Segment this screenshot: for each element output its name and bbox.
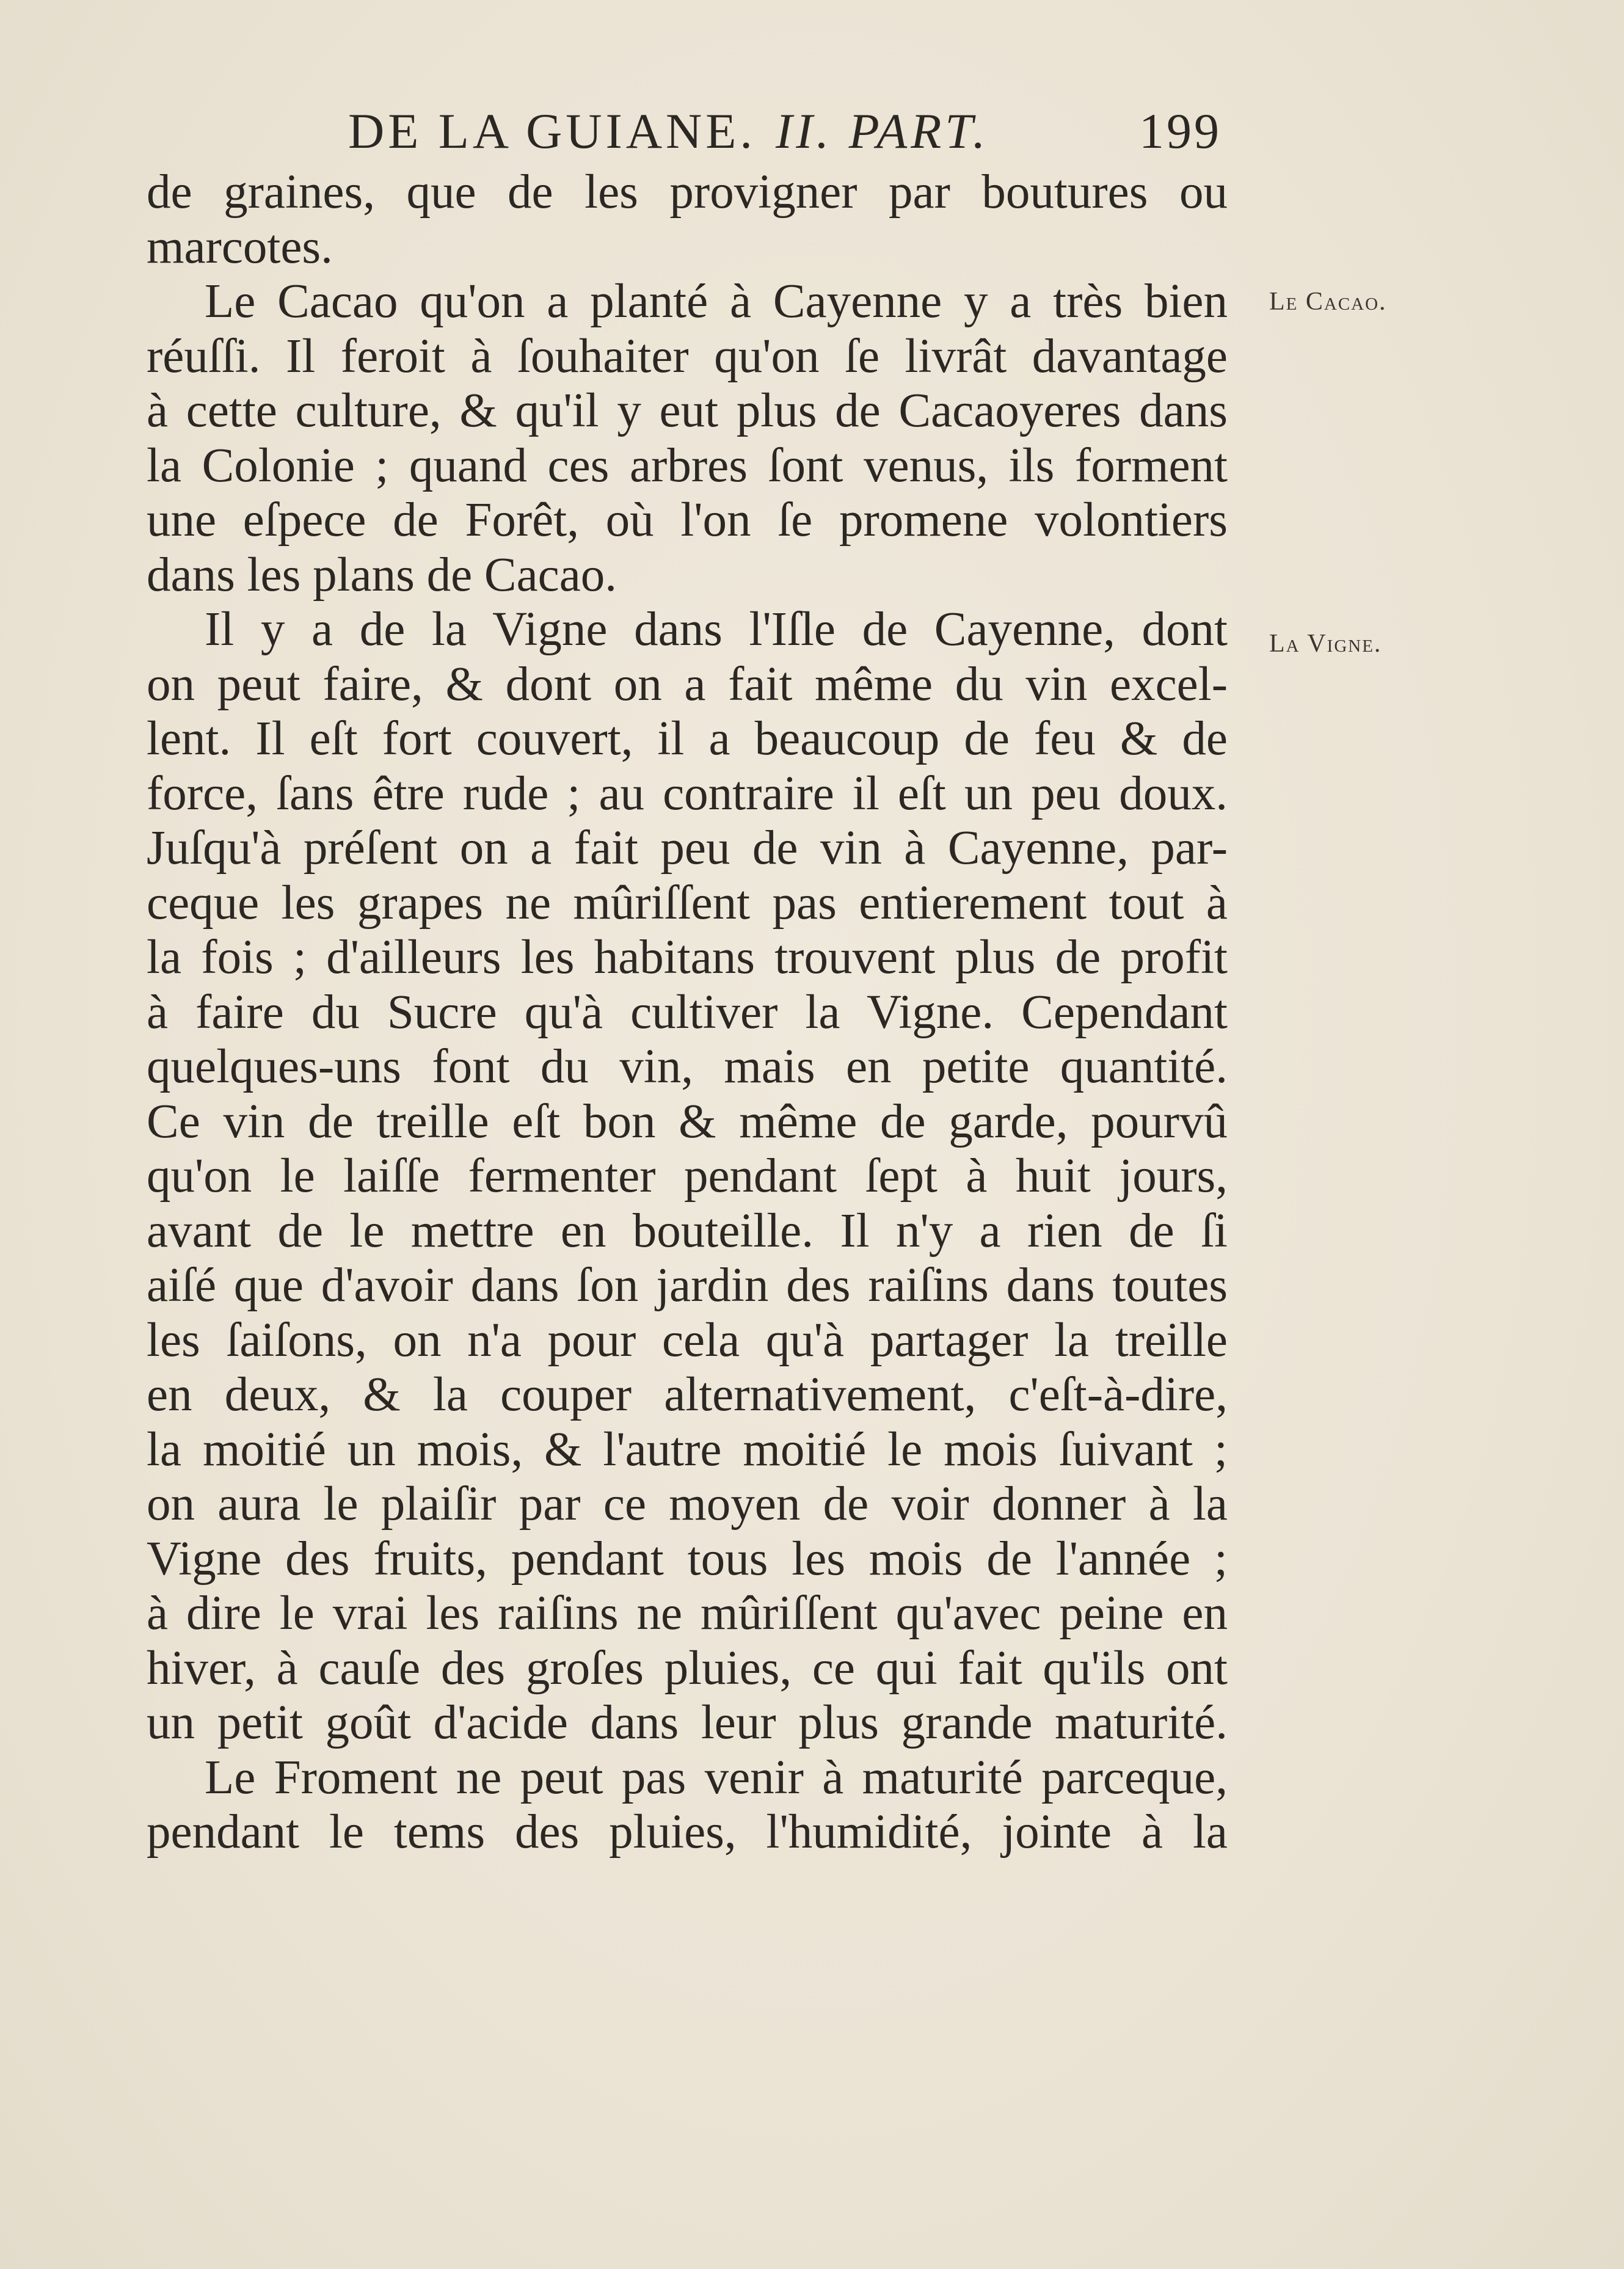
text-line: on aura le plaiſir par ce moyen de voir donner à la bbox=[147, 1477, 1228, 1531]
text-line: une eſpece de Forêt, où l'on ſe promene volontiers bbox=[147, 493, 1228, 547]
text-line: à cette culture, & qu'il y eut plus de Cacaoyeres dans bbox=[147, 384, 1228, 437]
text-line: réuſſi. Il feroit à ſouhaiter qu'on ſe livrât davantage bbox=[147, 329, 1228, 383]
margin-note-vigne: La Vigne. bbox=[1269, 630, 1382, 658]
text-line: marcotes. bbox=[147, 220, 333, 274]
text-line: la fois ; d'ailleurs les habitans trouvent plus de profit bbox=[147, 931, 1228, 984]
text-line: pendant le tems des pluies, l'humidité, jointe à la bbox=[147, 1805, 1228, 1859]
body-text bbox=[147, 165, 1228, 1860]
text-line: les ſaiſons, on n'a pour cela qu'à partager la treille bbox=[147, 1313, 1228, 1367]
text-line: la Colonie ; quand ces arbres ſont venus, ils forment bbox=[147, 439, 1228, 492]
text-line: quelques-uns font du vin, mais en petite quantité. bbox=[147, 1040, 1228, 1093]
text-line: de graines, que de les provigner par boutures ou bbox=[147, 166, 1228, 219]
text-line: qu'on le laiſſe fermenter pendant ſept à huit jours, bbox=[147, 1149, 1228, 1203]
text-line: Il y a de la Vigne dans l'Iſle de Cayenne, dont bbox=[205, 603, 1228, 656]
text-line: à faire du Sucre qu'à cultiver la Vigne. Cependant bbox=[147, 985, 1228, 1039]
text-line: Juſqu'à préſent on a fait peu de vin à Cayenne, par- bbox=[147, 821, 1228, 875]
text-line: Le Cacao qu'on a planté à Cayenne y a très bien bbox=[205, 275, 1228, 328]
text-line: ceque les grapes ne mûriſſent pas entierement tout à bbox=[147, 876, 1228, 930]
text-line: à dire le vrai les raiſins ne mûriſſent qu'avec peine en bbox=[147, 1587, 1228, 1640]
text-line: en deux, & la couper alternativement, c'eſt-à-dire, bbox=[147, 1368, 1228, 1421]
text-line: hiver, à cauſe des groſes pluies, ce qui fait qu'ils ont bbox=[147, 1641, 1228, 1695]
text-line: force, ſans être rude ; au contraire il eſt un peu doux. bbox=[147, 767, 1228, 820]
running-head-part: II. PART. bbox=[776, 103, 989, 159]
text-line: avant de le mettre en bouteille. Il n'y a rien de ſi bbox=[147, 1204, 1228, 1258]
text-line: dans les plans de Cacao. bbox=[147, 548, 617, 602]
page-number: 199 bbox=[1139, 103, 1222, 159]
text-line: la moitié un mois, & l'autre moitié le mois ſuivant ; bbox=[147, 1422, 1228, 1476]
text-line: aiſé que d'avoir dans ſon jardin des raiſins dans toutes bbox=[147, 1259, 1228, 1312]
running-head-title: DE LA GUIANE. bbox=[348, 103, 756, 159]
text-line: Vigne des fruits, pendant tous les mois de l'année ; bbox=[147, 1532, 1228, 1586]
text-line: lent. Il eſt fort couvert, il a beaucoup de feu & de bbox=[147, 712, 1228, 765]
text-line: Le Froment ne peut pas venir à maturité parceque, bbox=[205, 1750, 1228, 1804]
margin-note-cacao: Le Cacao. bbox=[1269, 288, 1387, 316]
running-head bbox=[348, 92, 1222, 159]
text-line: Ce vin de treille eſt bon & même de garde, pourvû bbox=[147, 1094, 1228, 1148]
text-line: on peut faire, & dont on a fait même du vin excel- bbox=[147, 657, 1228, 711]
text-line: un petit goût d'acide dans leur plus grande maturité. bbox=[147, 1696, 1228, 1749]
